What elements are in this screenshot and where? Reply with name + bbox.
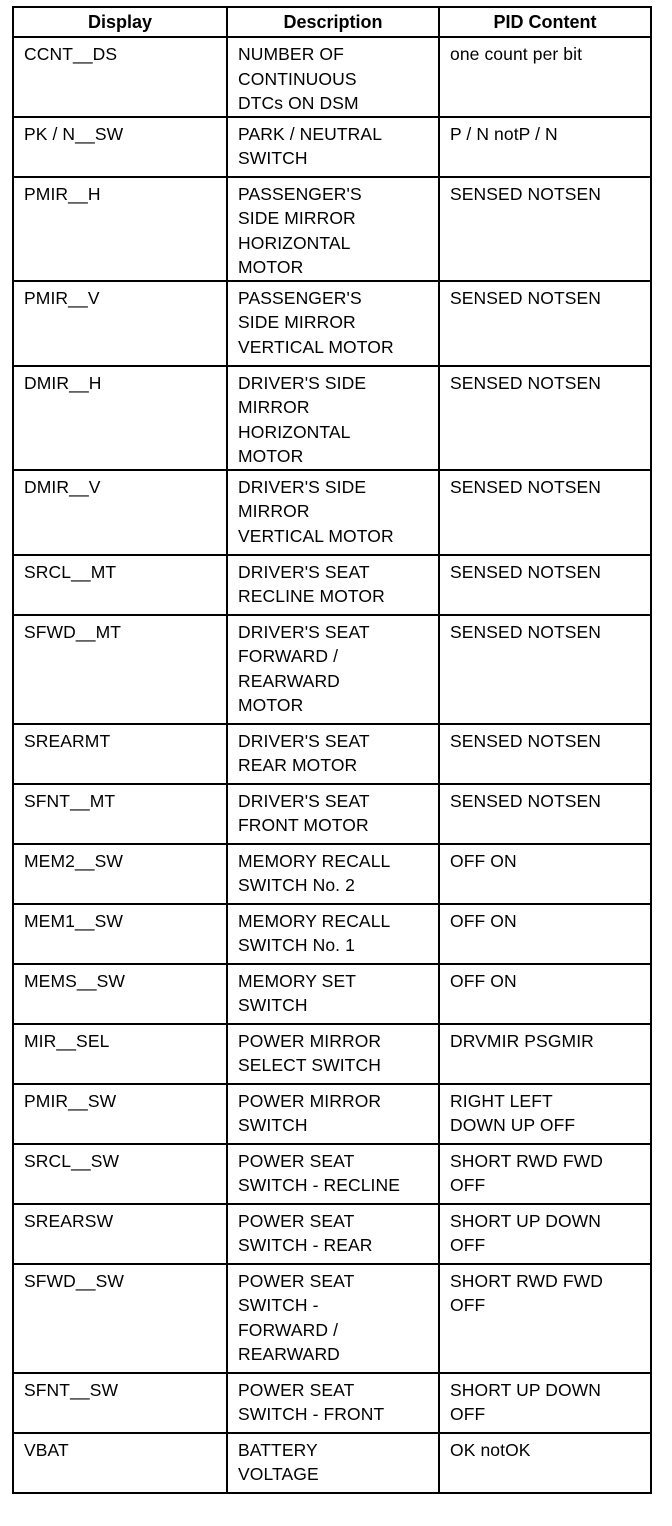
cell-pid-content: OFF ON <box>439 844 651 904</box>
cell-pid-content: OK notOK <box>439 1433 651 1493</box>
table-row <box>13 1204 651 1264</box>
table-row <box>13 904 651 964</box>
cell-display: SFNT__SW <box>13 1373 227 1433</box>
cell-pid-content: one count per bit <box>439 37 651 117</box>
cell-display: SREARSW <box>13 1204 227 1264</box>
cell-description: BATTERY VOLTAGE <box>227 1433 439 1493</box>
cell-description: PARK / NEUTRAL SWITCH <box>227 117 439 177</box>
cell-display: VBAT <box>13 1433 227 1493</box>
table-row <box>13 555 651 615</box>
table-row <box>13 1084 651 1144</box>
cell-description: MEMORY RECALL SWITCH No. 1 <box>227 904 439 964</box>
table-header <box>13 7 651 37</box>
cell-pid-content: SENSED NOTSEN <box>439 724 651 784</box>
cell-description: POWER MIRROR SELECT SWITCH <box>227 1024 439 1084</box>
cell-display: MEM1__SW <box>13 904 227 964</box>
table-row <box>13 1373 651 1433</box>
header-description: Description <box>227 7 439 37</box>
cell-description: MEMORY SET SWITCH <box>227 964 439 1024</box>
table-row <box>13 1433 651 1493</box>
cell-display: SFNT__MT <box>13 784 227 844</box>
cell-description: PASSENGER'S SIDE MIRROR VERTICAL MOTOR <box>227 281 439 366</box>
cell-pid-content: SENSED NOTSEN <box>439 281 651 366</box>
cell-pid-content: SENSED NOTSEN <box>439 470 651 555</box>
cell-description: POWER SEAT SWITCH - RECLINE <box>227 1144 439 1204</box>
table-row <box>13 1144 651 1204</box>
cell-description: POWER MIRROR SWITCH <box>227 1084 439 1144</box>
cell-display: PMIR__V <box>13 281 227 366</box>
cell-description: DRIVER'S SIDE MIRROR VERTICAL MOTOR <box>227 470 439 555</box>
table-row <box>13 177 651 281</box>
cell-display: PMIR__H <box>13 177 227 281</box>
cell-display: SRCL__MT <box>13 555 227 615</box>
table-row <box>13 784 651 844</box>
cell-display: DMIR__H <box>13 366 227 470</box>
cell-pid-content: SHORT UP DOWN OFF <box>439 1373 651 1433</box>
table-row <box>13 366 651 470</box>
cell-description: POWER SEAT SWITCH - REAR <box>227 1204 439 1264</box>
cell-pid-content: SENSED NOTSEN <box>439 366 651 470</box>
cell-pid-content: SHORT RWD FWD OFF <box>439 1144 651 1204</box>
cell-display: SREARMT <box>13 724 227 784</box>
cell-display: PK / N__SW <box>13 117 227 177</box>
cell-display: MIR__SEL <box>13 1024 227 1084</box>
table-row <box>13 1264 651 1373</box>
table-row <box>13 964 651 1024</box>
table-row <box>13 724 651 784</box>
table-row <box>13 844 651 904</box>
cell-display: MEMS__SW <box>13 964 227 1024</box>
cell-description: DRIVER'S SEAT REAR MOTOR <box>227 724 439 784</box>
pid-table <box>12 6 652 1494</box>
cell-pid-content: SHORT UP DOWN OFF <box>439 1204 651 1264</box>
cell-display: SRCL__SW <box>13 1144 227 1204</box>
cell-pid-content: SENSED NOTSEN <box>439 555 651 615</box>
cell-display: DMIR__V <box>13 470 227 555</box>
pid-table-container <box>12 6 652 1494</box>
header-display: Display <box>13 7 227 37</box>
cell-pid-content: P / N notP / N <box>439 117 651 177</box>
table-body <box>13 37 651 1493</box>
cell-display: SFWD__MT <box>13 615 227 724</box>
cell-pid-content: DRVMIR PSGMIR <box>439 1024 651 1084</box>
cell-description: POWER SEAT SWITCH - FRONT <box>227 1373 439 1433</box>
cell-description: PASSENGER'S SIDE MIRROR HORIZONTAL MOTOR <box>227 177 439 281</box>
table-row <box>13 37 651 117</box>
cell-description: DRIVER'S SEAT FRONT MOTOR <box>227 784 439 844</box>
cell-description: DRIVER'S SEAT FORWARD / REARWARD MOTOR <box>227 615 439 724</box>
cell-pid-content: RIGHT LEFT DOWN UP OFF <box>439 1084 651 1144</box>
header-row <box>13 7 651 37</box>
cell-display: MEM2__SW <box>13 844 227 904</box>
cell-pid-content: SENSED NOTSEN <box>439 615 651 724</box>
cell-display: PMIR__SW <box>13 1084 227 1144</box>
cell-description: DRIVER'S SIDE MIRROR HORIZONTAL MOTOR <box>227 366 439 470</box>
table-row <box>13 1024 651 1084</box>
cell-display: CCNT__DS <box>13 37 227 117</box>
cell-description: MEMORY RECALL SWITCH No. 2 <box>227 844 439 904</box>
cell-pid-content: SENSED NOTSEN <box>439 177 651 281</box>
cell-description: NUMBER OF CONTINUOUS DTCs ON DSM <box>227 37 439 117</box>
header-pid-content: PID Content <box>439 7 651 37</box>
table-row <box>13 615 651 724</box>
cell-pid-content: OFF ON <box>439 904 651 964</box>
table-row <box>13 117 651 177</box>
table-row <box>13 470 651 555</box>
cell-pid-content: SENSED NOTSEN <box>439 784 651 844</box>
cell-pid-content: OFF ON <box>439 964 651 1024</box>
cell-description: DRIVER'S SEAT RECLINE MOTOR <box>227 555 439 615</box>
table-row <box>13 281 651 366</box>
cell-display: SFWD__SW <box>13 1264 227 1373</box>
cell-description: POWER SEAT SWITCH - FORWARD / REARWARD <box>227 1264 439 1373</box>
cell-pid-content: SHORT RWD FWD OFF <box>439 1264 651 1373</box>
